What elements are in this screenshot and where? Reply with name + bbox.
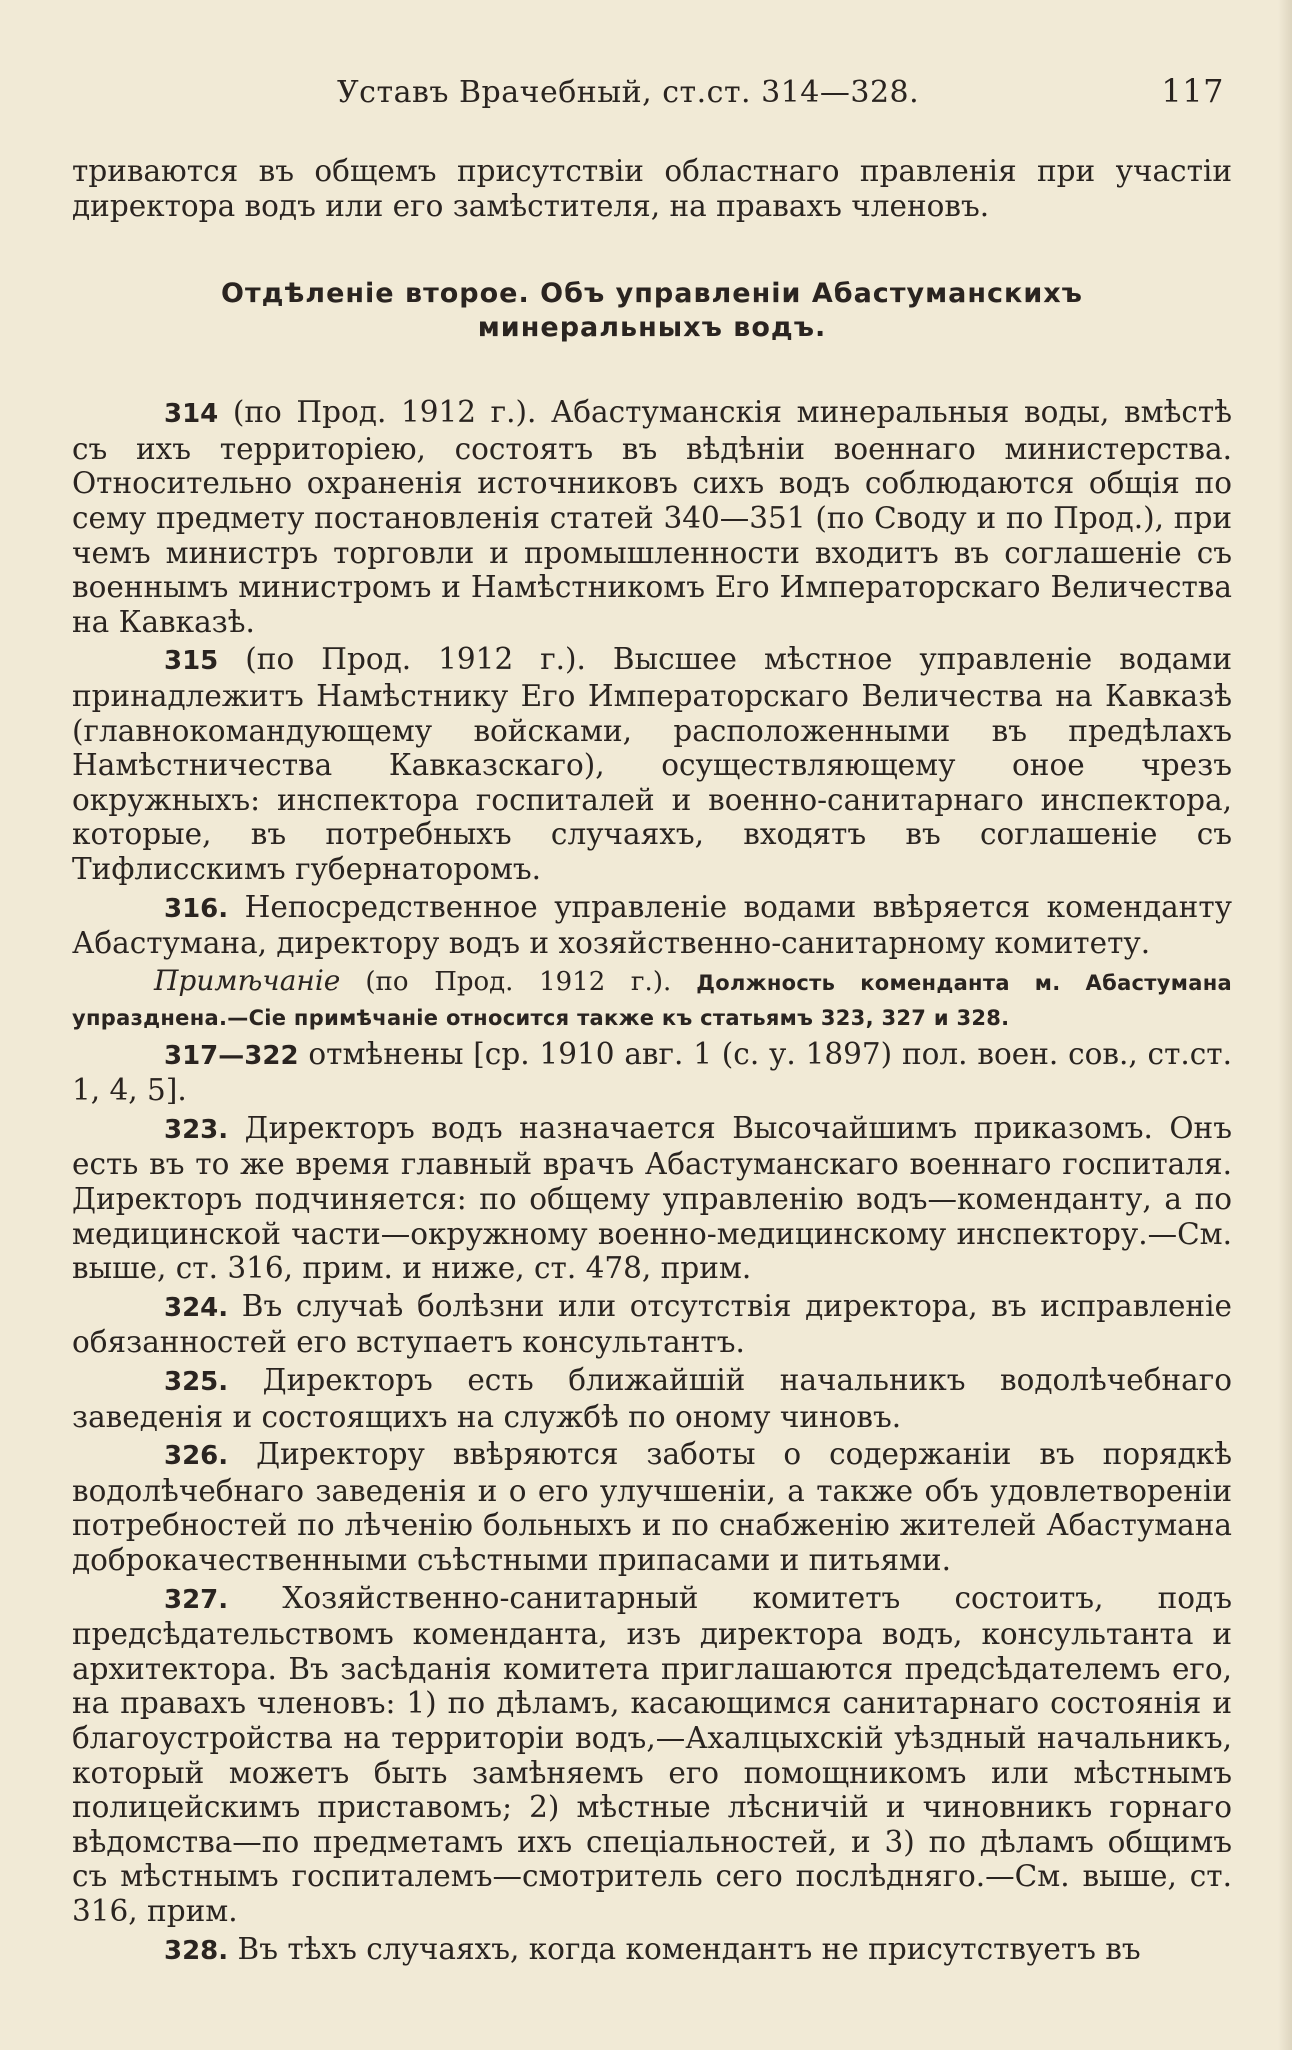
article-number: 328.	[164, 1935, 229, 1966]
article-315	[72, 642, 1232, 886]
article-text: (по Прод. 1912 г.). Абастуманскія минеральныя воды, вмѣстѣ съ ихъ территоріею, состоятъ въ вѣдѣніи военнаго министерства. Относительно охраненія источниковъ сихъ водъ соблюдаются общія по сему предмету постановленія статей 340—351 (по Своду и по Прод.), при чемъ министръ торговли и промышленности входитъ въ соглашеніе съ военнымъ министромъ и Намѣстникомъ Его Императорскаго Величества на Кавказѣ.	[72, 395, 1232, 639]
article-text: Въ тѣхъ случаяхъ, когда комендантъ не присутствуетъ въ	[237, 1931, 1141, 1966]
note-paragraph	[72, 964, 1232, 1035]
continuation-paragraph: триваются въ общемъ присутствіи областнаго правленія при участіи директора водъ или его замѣстителя, на правахъ членовъ.	[72, 154, 1232, 223]
page-edge-shadow	[1278, 0, 1292, 2050]
article-number: 316.	[164, 893, 229, 924]
article-number: 327.	[164, 1584, 229, 1615]
article-text: отмѣнены [ср. 1910 авг. 1 (с. у. 1897) пол. воен. сов., ст.ст. 1, 4, 5].	[72, 1036, 1232, 1108]
articles-block	[72, 395, 1232, 1968]
article-325	[72, 1363, 1232, 1434]
article-number: 326.	[164, 1441, 229, 1472]
page-number: 117	[1161, 72, 1224, 110]
article-326	[72, 1437, 1232, 1577]
running-title: Уставъ Врачебный, ст.ст. 314—328.	[337, 75, 920, 110]
note-label: Примѣчаніе	[154, 963, 341, 997]
article-324	[72, 1289, 1232, 1360]
article-317-322	[72, 1037, 1232, 1108]
page-header	[72, 72, 1224, 110]
article-text: Директору ввѣряются заботы о содержаніи въ порядкѣ водолѣчебнаго заведенія и о его улучшеніи, а также объ удовлетвореніи потребностей по лѣченію больныхъ и по снабженію жителей Абастумана доброкачественными съѣстными припасами и питьями.	[72, 1437, 1232, 1577]
article-text: Непосредственное управленіе водами ввѣряется коменданту Абастумана, директору водъ и хозяйственно-санитарному комитету.	[72, 889, 1232, 961]
article-number: 317—322	[164, 1040, 299, 1071]
article-number: 323.	[164, 1114, 229, 1145]
article-number: 325.	[164, 1367, 229, 1398]
article-text: Хозяйственно-санитарный комитетъ состоитъ, подъ предсѣдательствомъ коменданта, изъ директора водъ, консультанта и архитектора. Въ засѣданія комитета приглашаются предсѣдателемъ его, на правахъ членовъ: 1) по дѣламъ, касающимся санитарнаго состоянія и благоустройства на территоріи водъ,—Ахалцыхскій уѣздный начальникъ, который можетъ быть замѣняемъ его помощникомъ или мѣстнымъ полицейскимъ приставомъ; 2) мѣстные лѣсничій и чиновникъ горнаго вѣдомства—по предметамъ ихъ спеціальностей, и 3) по дѣламъ общимъ съ мѣстнымъ госпиталемъ—смотритель сего послѣдняго.—См. выше, ст. 316, прим.	[72, 1580, 1232, 1928]
article-327	[72, 1581, 1232, 1929]
article-text: Директоръ водъ назначается Высочайшимъ приказомъ. Онъ есть въ то же время главный врачъ Абастуманскаго военнаго госпиталя. Директоръ подчиняется: по общему управленію водъ—коменданту, а по медицинской части—окружному военно-медицинскому инспектору.—См. выше, ст. 316, прим. и ниже, ст. 478, прим.	[72, 1110, 1232, 1286]
article-314	[72, 395, 1232, 639]
section-title: Отдѣленіе второе. Объ управленіи Абастуманскихъ минеральныхъ водъ.	[221, 278, 1083, 344]
article-text: Директоръ есть ближайшій начальникъ водолѣчебнаго заведенія и состоящихъ на службѣ по оному чиновъ.	[72, 1363, 1232, 1434]
article-number: 324.	[164, 1292, 229, 1323]
article-328	[72, 1932, 1232, 1969]
article-number: 315	[164, 646, 219, 677]
article-text: (по Прод. 1912 г.). Высшее мѣстное управленіе водами принадлежитъ Намѣстнику Его Императорскаго Величества на Кавказѣ (главнокомандующему войсками, расположенными въ предѣлахъ Намѣстничества Кавказскаго), осуществляющему оное чрезъ окружныхъ: инспектора госпиталей и военно-санитарнаго инспектора, которые, въ потребныхъ случаяхъ, входятъ въ соглашеніе съ Тифлисскимъ губернаторомъ.	[72, 642, 1232, 886]
article-number: 314	[164, 399, 219, 430]
article-text: Въ случаѣ болѣзни или отсутствія директора, въ исправленіе обязанностей его вступаетъ консультантъ.	[72, 1288, 1232, 1360]
article-316	[72, 890, 1232, 961]
article-323	[72, 1111, 1232, 1286]
note-text: Должность коменданта м. Абастумана упразднена.—Сіе примѣчаніе относится также къ статьямъ 323, 327 и 328.	[72, 970, 1232, 1030]
note-prefix: (по Прод. 1912 г.).	[365, 966, 672, 997]
